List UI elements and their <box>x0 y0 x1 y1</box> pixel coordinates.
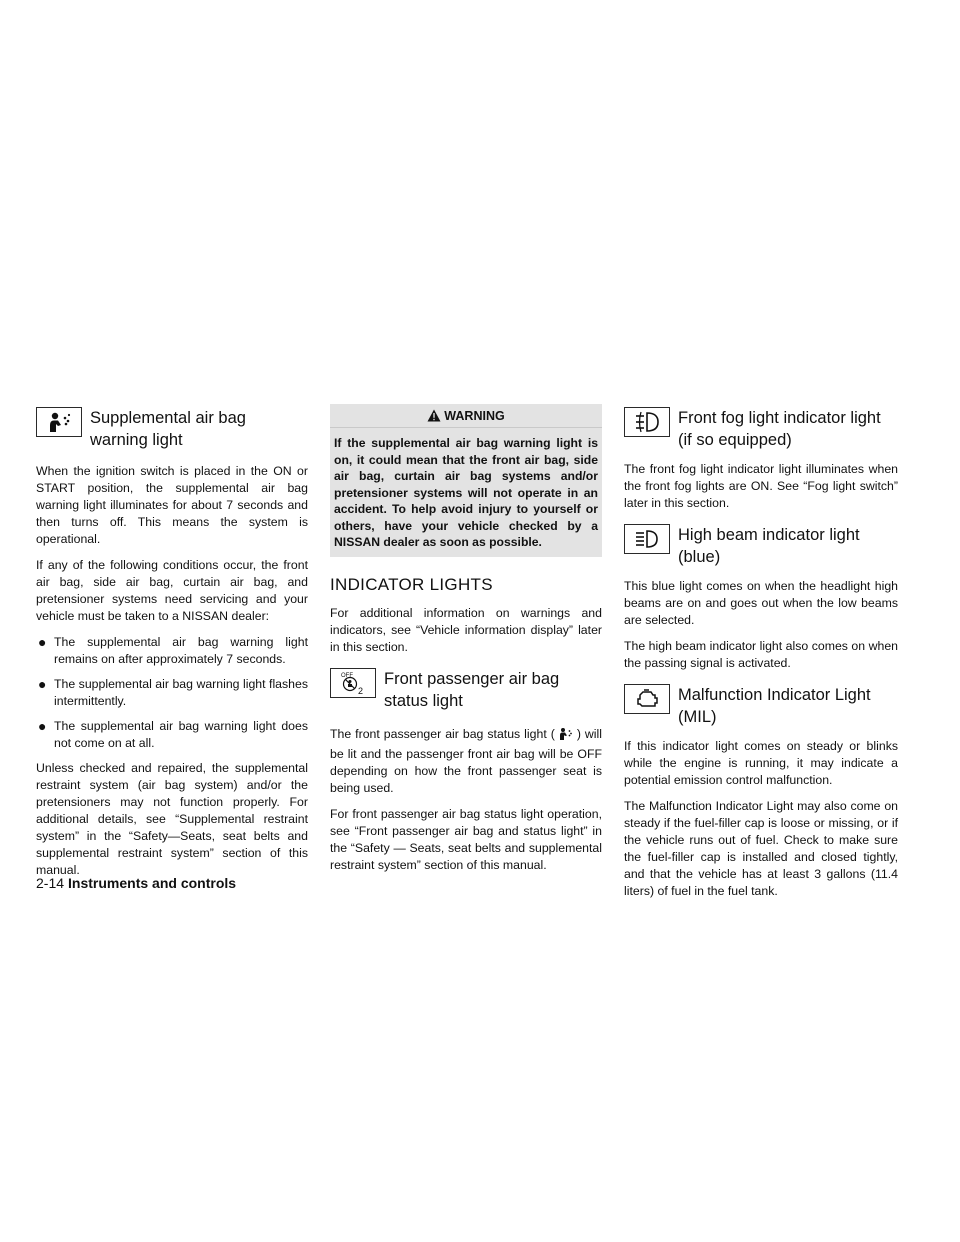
indicator-intro: For additional information on warnings and indicators, see “Vehicle information display” later in this section. <box>330 605 602 654</box>
fog-light-heading <box>624 404 898 451</box>
warning-box <box>330 404 602 557</box>
warning-header: WARNING <box>330 404 602 428</box>
mil-heading <box>624 681 898 728</box>
svg-text:2: 2 <box>358 685 364 696</box>
high-beam-paragraph-1: This blue light comes on when the headlight high beams are on and goes out when the low beams are selected. <box>624 579 898 627</box>
fog-paragraph-1: The front fog light indicator light illuminates when the front fog lights are ON. See “Fog light switch” later in this section. <box>624 462 898 510</box>
list-item: ● The supplemental air bag warning light does not come on at all. <box>38 718 308 750</box>
column-left <box>36 404 308 888</box>
high-beam-paragraph-2: The high beam indicator light also comes on when the passing signal is activated. <box>624 639 898 670</box>
high-beam-icon <box>624 524 670 554</box>
high-beam-title: High beam indicator light (blue) <box>678 526 860 566</box>
passenger-paragraph-1: The front passenger air bag status light ( ) will be lit and the passenger front air bag will be OFF depending on how the front passenger seat is being used. <box>330 726 602 795</box>
list-item: ● The supplemental air bag warning light remains on after approximately 7 seconds. <box>38 634 308 666</box>
section-title: INDICATOR LIGHTS <box>330 574 493 594</box>
airbag-paragraph-3: Unless checked and repaired, the supplemental restraint system (air bag system) and/or the pretensioners may not function properly. For additional details, see “Supplemental restraint system” in the “Safety—Seats, seat belts and supplemental restraint system” section of this manual. <box>36 761 308 877</box>
passenger-airbag-status-icon <box>330 668 376 698</box>
passenger-paragraph-2: For front passenger air bag status light operation, see “Front passenger air bag and status light” in the “Safety — Seats, seat belts and supplemental restraint system” section of this manual. <box>330 806 602 872</box>
warning-text: If the supplemental air bag warning light is on, it could mean that the front air bag, side air bag, curtain air bag systems and/or pretensioner systems will not operate in an accident. To help avoid injury to yourself or others, have your vehicle checked by a NISSAN dealer as soon as possible. <box>334 436 598 549</box>
front-fog-light-icon <box>624 407 670 437</box>
engine-malfunction-icon <box>624 684 670 714</box>
high-beam-heading <box>624 521 898 568</box>
airbag-paragraph-1: When the ignition switch is placed in the ON or START position, the supplemental air bag warning light illuminates for about 7 seconds and then turns off. This means the system is operational. <box>36 464 308 546</box>
fog-light-title: Front fog light indicator light (if so equipped) <box>678 409 881 449</box>
passenger-airbag-title: Front passenger air bag status light <box>384 669 560 710</box>
warning-triangle-icon <box>427 409 441 422</box>
mil-title: Malfunction Indicator Light (MIL) <box>678 686 871 726</box>
page-footer <box>36 875 236 891</box>
mil-paragraph-1: If this indicator light comes on steady or blinks while the engine is running, it may indicate a potential emission control malfunction. <box>624 739 898 787</box>
column-right <box>624 404 898 909</box>
chapter-title: Instruments and controls <box>68 875 237 891</box>
airbag-warning-icon <box>36 407 82 437</box>
airbag-warning-heading <box>36 404 308 451</box>
airbag-warning-title: Supplemental air bag warning light <box>90 409 246 449</box>
page-number: 2-14 <box>36 875 65 891</box>
passenger-airbag-inline-icon <box>557 727 575 746</box>
airbag-paragraph-2: If any of the following conditions occur, the front air bag, side air bag, curtain air bag, and pretensioner systems need servicing and your vehicle must be taken to a NISSAN dealer: <box>36 558 308 623</box>
list-item: ● The supplemental air bag warning light flashes intermittently. <box>38 676 308 708</box>
svg-text:OFF: OFF <box>341 672 353 679</box>
column-middle <box>330 404 602 883</box>
mil-paragraph-2: The Malfunction Indicator Light may also come on steady if the fuel-filler cap is loose or missing, or if the vehicle runs out of fuel. Check to make sure the fuel-filler cap is installed and closed tightly, and that the vehicle has at least 3 gallons (11.4 liters) of fuel in the fuel tank. <box>624 799 898 898</box>
passenger-airbag-heading <box>330 665 602 712</box>
